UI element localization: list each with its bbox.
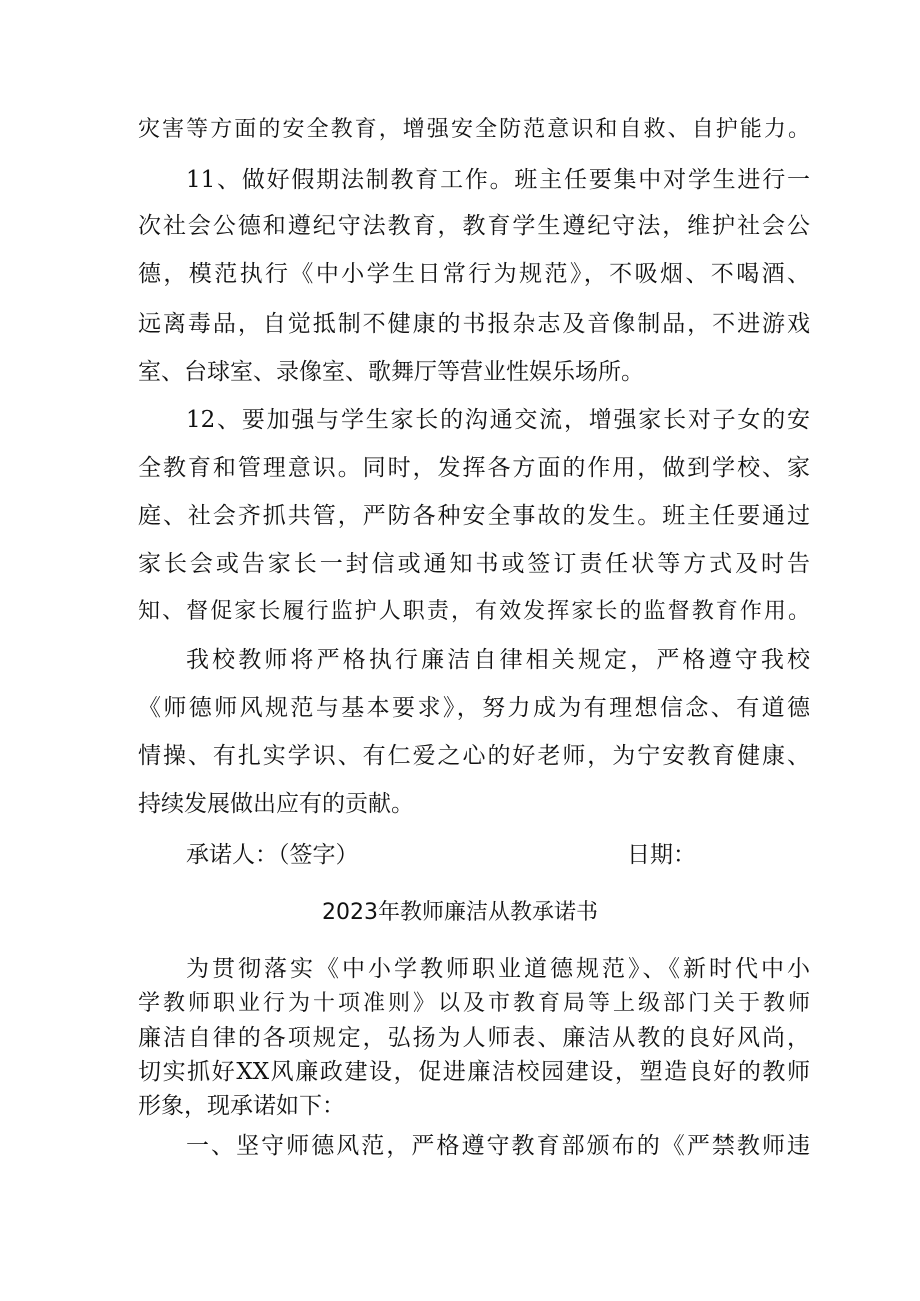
paragraph-line: 德，模范执行《中小学生日常行为规范》，不吸烟、不喝酒、 <box>138 261 810 287</box>
paragraph-line: 情操、有扎实学识、有仁爱之心的好老师，为宁安教育健康、 <box>138 743 810 769</box>
paragraph-line: 庭、社会齐抓共管，严防各种安全事故的发生。班主任要通过 <box>138 503 810 529</box>
paragraph-line: 12、要加强与学生家长的沟通交流，增强家长对子女的安 <box>186 407 810 433</box>
paragraph-line: 学教师职业行为十项准则》以及市教育局等上级部门关于教师 <box>138 991 810 1016</box>
paragraph-line: 家长会或告家长一封信或通知书或签订责任状等方式及时告 <box>138 551 810 577</box>
promisor-signature-label: 承诺人：（签字） <box>186 842 359 868</box>
paragraph-line: 《师德师风规范与基本要求》，努力成为有理想信念、有道德 <box>138 695 810 721</box>
paragraph-line: 一、坚守师德风范，严格遵守教育部颁布的《严禁教师违 <box>186 1133 810 1159</box>
paragraph-line: 知、督促家长履行监护人职责，有效发挥家长的监督教育作用。 <box>138 599 810 624</box>
paragraph-line: 廉洁自律的各项规定，弘扬为人师表、廉洁从教的良好风尚， <box>138 1025 810 1051</box>
paragraph-line: 形象，现承诺如下： <box>138 1093 345 1119</box>
paragraph-line: 我校教师将严格执行廉洁自律相关规定，严格遵守我校 <box>186 647 810 673</box>
paragraph-line: 11、做好假期法制教育工作。班主任要集中对学生进行一 <box>186 167 810 193</box>
paragraph-line: 灾害等方面的安全教育，增强安全防范意识和自救、自护能力。 <box>138 117 810 142</box>
paragraph-line: 为贯彻落实《中小学教师职业道德规范》、《新时代中小 <box>186 956 810 982</box>
paragraph-line: 切实抓好XX风廉政建设，促进廉洁校园建设，塑造良好的教师 <box>138 1059 810 1085</box>
paragraph-line: 次社会公德和遵纪守法教育，教育学生遵纪守法，维护社会公 <box>138 213 810 239</box>
paragraph-line: 远离毒品，自觉抵制不健康的书报杂志及音像制品，不进游戏 <box>138 311 810 337</box>
document-title: 2023年教师廉洁从教承诺书 <box>322 900 598 925</box>
paragraph-line: 持续发展做出应有的贡献。 <box>138 791 414 817</box>
paragraph-line: 全教育和管理意识。同时，发挥各方面的作用，做到学校、家 <box>138 455 810 481</box>
paragraph-line: 室、台球室、录像室、歌舞厅等营业性娱乐场所。 <box>138 359 644 385</box>
date-label: 日期： <box>627 842 696 868</box>
